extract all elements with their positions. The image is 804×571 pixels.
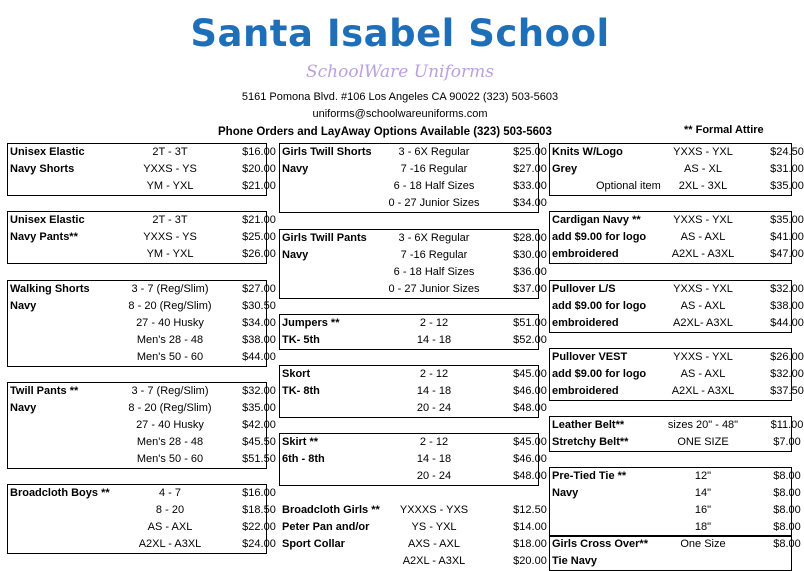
price-row	[549, 212, 804, 229]
store-address: 5161 Pomona Blvd. #106 Los Angeles CA 90022 (323) 503-5603	[241, 91, 559, 103]
item-name: Navy Shorts	[10, 163, 75, 175]
item-size: 2 - 12	[419, 368, 449, 380]
item-price: $32.00	[770, 283, 804, 295]
price-row	[7, 315, 276, 332]
item-name: Skirt **	[282, 436, 319, 448]
item-price: $31.00	[770, 163, 804, 175]
item-size: 16"	[694, 504, 712, 516]
price-row	[7, 519, 276, 536]
item-size: 20 - 24	[416, 402, 452, 414]
item-name: Pre-Tied Tie **	[552, 470, 627, 482]
price-row	[549, 519, 801, 536]
price-row	[7, 332, 276, 349]
item-name: Pullover VEST	[552, 351, 628, 363]
item-name: Cardigan Navy **	[552, 214, 641, 226]
item-price: $47.00	[770, 248, 804, 260]
item-size: 3 - 7 (Reg/Slim)	[131, 283, 209, 295]
item-size: 8 - 20 (Reg/Slim)	[128, 402, 212, 414]
item-price: $48.00	[513, 402, 547, 414]
price-row	[549, 434, 801, 451]
item-name: add $9.00 for logo	[552, 231, 647, 243]
item-name: 6th - 8th	[282, 453, 325, 465]
item-price: $45.00	[513, 368, 547, 380]
price-row	[7, 451, 276, 468]
price-row	[279, 400, 547, 417]
price-row	[279, 264, 547, 281]
item-size: 12"	[694, 470, 712, 482]
item-size: YXXS - YXL	[673, 283, 733, 295]
item-size: 4 - 7	[158, 487, 182, 499]
item-size: 14 - 18	[416, 334, 452, 346]
item-price: $33.00	[513, 180, 547, 192]
item-price: $44.00	[770, 317, 804, 329]
item-size: 8 - 20 (Reg/Slim)	[128, 300, 212, 312]
price-row	[549, 161, 804, 178]
price-row	[549, 246, 804, 263]
item-price: $46.00	[513, 385, 547, 397]
item-size: 2XL - 3XL	[678, 180, 728, 192]
item-size: 6 - 18 Half Sizes	[393, 180, 475, 192]
item-name: Peter Pan and/or	[282, 521, 370, 533]
item-size: A2XL - A3XL	[671, 385, 735, 397]
price-row	[549, 485, 801, 502]
price-row	[549, 144, 804, 161]
item-name: Sport Collar	[282, 538, 345, 550]
item-size: A2XL - A3XL	[402, 555, 466, 567]
item-size: Men's 28 - 48	[136, 334, 204, 346]
price-row	[7, 161, 276, 178]
price-row	[7, 281, 276, 298]
price-row	[7, 536, 276, 553]
price-row	[279, 383, 547, 400]
item-size: 2 - 12	[419, 436, 449, 448]
price-row	[279, 519, 547, 536]
item-size: YXXXS - YXS	[399, 504, 469, 516]
price-row	[7, 383, 276, 400]
item-price: $11.00	[770, 419, 804, 431]
item-name: Broadcloth Girls **	[282, 504, 380, 516]
item-price: $48.00	[513, 470, 547, 482]
item-price: $45.00	[513, 436, 547, 448]
item-name: Jumpers **	[282, 317, 340, 329]
price-row	[7, 502, 276, 519]
price-row	[549, 298, 804, 315]
item-name: Unisex Elastic	[10, 214, 85, 226]
item-size: ONE SIZE	[677, 436, 729, 448]
item-size: YM - YXL	[146, 248, 194, 260]
price-row	[7, 229, 276, 246]
item-size: 0 - 27 Junior Sizes	[388, 197, 480, 209]
price-row	[279, 230, 547, 247]
price-row	[279, 553, 547, 570]
item-name: TK- 8th	[282, 385, 320, 397]
item-name: Navy	[10, 300, 37, 312]
item-price: $8.00	[773, 521, 801, 533]
item-price: $51.00	[513, 317, 547, 329]
price-row	[279, 281, 547, 298]
item-price: $34.00	[242, 317, 276, 329]
item-size: 7 -16 Regular	[400, 163, 468, 175]
item-price: $38.00	[770, 300, 804, 312]
price-row	[549, 536, 801, 553]
item-price: $26.00	[770, 351, 804, 363]
item-size: 3 - 6X Regular	[398, 232, 470, 244]
item-size: 14"	[694, 487, 712, 499]
item-size: 14 - 18	[416, 453, 452, 465]
item-name: Navy Pants**	[10, 231, 78, 243]
item-size: 7 -16 Regular	[400, 249, 468, 261]
item-price: $35.00	[242, 402, 276, 414]
item-size: 18"	[694, 521, 712, 533]
item-price: $16.00	[242, 146, 276, 158]
price-row	[7, 400, 276, 417]
item-price: $8.00	[773, 538, 801, 550]
item-name: Unisex Elastic	[10, 146, 85, 158]
item-size: YXXS - YS	[143, 231, 197, 243]
price-row	[7, 298, 276, 315]
item-name: Girls Cross Over**	[552, 538, 648, 550]
price-row	[549, 229, 804, 246]
price-row	[549, 383, 804, 400]
item-name: Skort	[282, 368, 311, 380]
item-size: YS - YXL	[411, 521, 457, 533]
item-size: AS - AXL	[680, 231, 726, 243]
item-size: AS - XL	[684, 163, 722, 175]
item-price: $20.00	[242, 163, 276, 175]
item-size: 14 - 18	[416, 385, 452, 397]
item-name: Twill Pants **	[10, 385, 79, 397]
price-row	[279, 247, 547, 264]
item-price: $35.00	[770, 214, 804, 226]
price-row	[549, 315, 804, 332]
item-name: Navy	[282, 249, 309, 261]
item-price: $51.50	[242, 453, 276, 465]
item-price: $26.00	[242, 248, 276, 260]
item-size: A2XL- A3XL	[673, 317, 733, 329]
item-size: One Size	[680, 538, 726, 550]
price-row	[279, 144, 547, 161]
item-price: $32.00	[242, 385, 276, 397]
item-size: 27 - 40 Husky	[136, 419, 204, 431]
item-name: Broadcloth Boys **	[10, 487, 110, 499]
price-row	[7, 349, 276, 366]
price-row	[279, 502, 547, 519]
item-size: 27 - 40 Husky	[136, 317, 204, 329]
item-size: 8 - 20	[155, 504, 185, 516]
item-price: $46.00	[513, 453, 547, 465]
price-row	[549, 281, 804, 298]
price-row	[549, 553, 792, 570]
item-size: AS - AXL	[680, 300, 726, 312]
item-price: $25.00	[242, 231, 276, 243]
price-row	[279, 161, 547, 178]
item-price: $18.00	[513, 538, 547, 550]
price-row	[7, 417, 276, 434]
price-row	[279, 536, 547, 553]
item-size: sizes 20" - 48"	[667, 419, 739, 431]
price-row	[279, 332, 547, 349]
item-name: Navy	[282, 163, 309, 175]
item-note: Optional item	[596, 180, 661, 192]
price-row	[549, 349, 804, 366]
item-name: Girls Twill Shorts	[282, 146, 372, 158]
item-price: $37.00	[513, 283, 547, 295]
price-row	[7, 212, 276, 229]
item-price: $12.50	[513, 504, 547, 516]
item-name: Tie Navy	[552, 555, 598, 567]
item-size: AXS - AXL	[408, 538, 460, 550]
item-price: $8.00	[773, 470, 801, 482]
price-row	[7, 485, 276, 502]
item-size: YM - YXL	[146, 180, 194, 192]
item-price: $44.00	[242, 351, 276, 363]
item-name: Knits W/Logo	[552, 146, 623, 158]
item-size: 2T - 3T	[152, 146, 188, 158]
item-name: add $9.00 for logo	[552, 368, 647, 380]
formal-attire-note: ** Formal Attire	[684, 124, 764, 136]
item-price: $34.00	[513, 197, 547, 209]
item-price: $36.00	[513, 266, 547, 278]
item-size: YXXS - YXL	[673, 146, 733, 158]
item-size: AS - AXL	[147, 521, 193, 533]
item-name: Navy	[10, 402, 37, 414]
page-title: Santa Isabel School	[190, 12, 610, 55]
item-name: Pullover L/S	[552, 283, 616, 295]
item-price: $21.00	[242, 180, 276, 192]
item-name: Navy	[552, 487, 579, 499]
price-row	[7, 178, 276, 195]
item-price: $41.00	[770, 231, 804, 243]
item-size: YXXS - YXL	[673, 351, 733, 363]
price-row	[279, 315, 547, 332]
item-price: $45.50	[242, 436, 276, 448]
item-size: AS - AXL	[680, 368, 726, 380]
price-row	[279, 468, 547, 485]
item-size: 3 - 7 (Reg/Slim)	[131, 385, 209, 397]
item-name: Stretchy Belt**	[552, 436, 629, 448]
item-price: $42.00	[242, 419, 276, 431]
item-price: $27.00	[513, 163, 547, 175]
item-price: $30.00	[513, 249, 547, 261]
item-name: add $9.00 for logo	[552, 300, 647, 312]
item-price: $27.00	[242, 283, 276, 295]
price-row	[549, 502, 801, 519]
page-subtitle: SchoolWare Uniforms	[306, 62, 494, 82]
item-size: 0 - 27 Junior Sizes	[388, 283, 480, 295]
item-name: Grey	[552, 163, 578, 175]
item-price: $30.50	[242, 300, 276, 312]
item-price: $22.00	[242, 521, 276, 533]
item-size: A2XL - A3XL	[671, 248, 735, 260]
store-email: uniforms@schoolwareuniforms.com	[312, 108, 488, 120]
item-size: 2T - 3T	[152, 214, 188, 226]
item-size: Men's 50 - 60	[136, 351, 204, 363]
item-name: Walking Shorts	[10, 283, 90, 295]
item-size: A2XL - A3XL	[138, 538, 202, 550]
item-price: $16.00	[242, 487, 276, 499]
item-size: YXXS - YS	[143, 163, 197, 175]
item-price: $14.00	[513, 521, 547, 533]
item-name: embroidered	[552, 248, 619, 260]
item-name: embroidered	[552, 385, 619, 397]
price-row	[549, 468, 801, 485]
item-price: $37.50	[770, 385, 804, 397]
item-size: 6 - 18 Half Sizes	[393, 266, 475, 278]
item-price: $24.50	[770, 146, 804, 158]
item-size: 3 - 6X Regular	[398, 146, 470, 158]
price-row	[279, 366, 547, 383]
item-price: $8.00	[773, 487, 801, 499]
item-price: $35.00	[770, 180, 804, 192]
item-price: $21.00	[242, 214, 276, 226]
item-price: $28.00	[513, 232, 547, 244]
price-row	[549, 366, 804, 383]
item-price: $18.50	[242, 504, 276, 516]
price-row	[549, 417, 804, 434]
item-price: $38.00	[242, 334, 276, 346]
price-row	[7, 434, 276, 451]
price-row	[7, 144, 276, 161]
item-name: Girls Twill Pants	[282, 232, 367, 244]
item-price: $32.00	[770, 368, 804, 380]
item-size: Men's 50 - 60	[136, 453, 204, 465]
price-row	[279, 451, 547, 468]
item-size: Men's 28 - 48	[136, 436, 204, 448]
phone-orders-note: Phone Orders and LayAway Options Available (323) 503-5603	[218, 126, 552, 138]
item-size: YXXS - YXL	[673, 214, 733, 226]
price-row	[279, 434, 547, 451]
item-name: TK- 5th	[282, 334, 320, 346]
item-price: $24.00	[242, 538, 276, 550]
item-name: embroidered	[552, 317, 619, 329]
price-row	[279, 178, 547, 195]
item-size: 20 - 24	[416, 470, 452, 482]
price-row	[549, 178, 804, 195]
item-price: $52.00	[513, 334, 547, 346]
item-price: $7.00	[773, 436, 801, 448]
price-row	[279, 195, 547, 212]
item-size: 2 - 12	[419, 317, 449, 329]
item-price: $25.00	[513, 146, 547, 158]
item-price: $8.00	[773, 504, 801, 516]
item-name: Leather Belt**	[552, 419, 625, 431]
item-price: $20.00	[513, 555, 547, 567]
price-row	[7, 246, 276, 263]
